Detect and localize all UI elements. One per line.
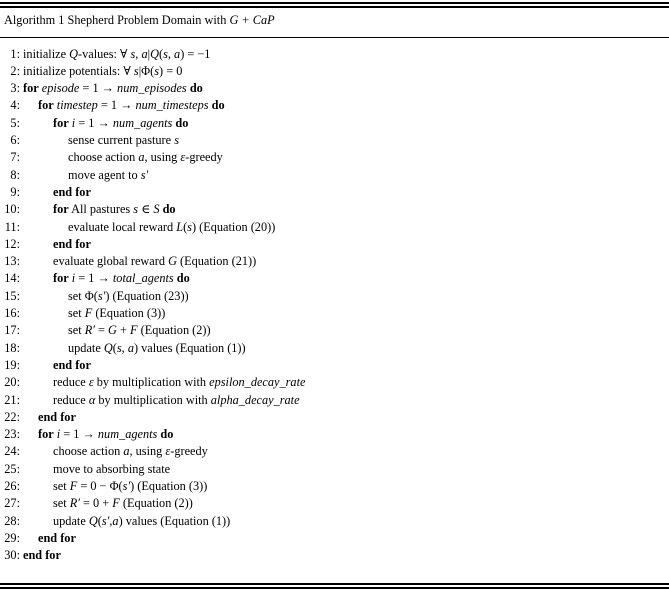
code-text: ) (Equation (23)) xyxy=(105,288,189,303)
bottom-rule-inner xyxy=(0,587,669,589)
code-text: (Equation (2)) xyxy=(137,323,211,338)
math-symbol: ε xyxy=(88,375,94,390)
line-code xyxy=(68,167,148,184)
math-symbol: a xyxy=(141,46,148,61)
code-text: evaluate local reward xyxy=(68,219,177,234)
line-number: 7 : xyxy=(0,149,20,166)
keyword: for xyxy=(53,202,69,217)
keyword: do xyxy=(176,271,190,286)
code-text: ) values (Equation (1)) xyxy=(133,340,246,355)
keyword: do xyxy=(175,115,189,130)
code-text: evaluate global reward xyxy=(53,254,169,269)
math-symbol: Q xyxy=(88,513,98,528)
line-code xyxy=(38,426,173,443)
math-symbol: a xyxy=(112,513,119,528)
code-text: update xyxy=(68,340,104,355)
line-number: 23 : xyxy=(0,426,20,443)
code-text: reduce xyxy=(53,375,89,390)
code-text: set xyxy=(53,496,70,511)
math-symbol: R′ xyxy=(84,323,95,338)
math-symbol: num_timesteps xyxy=(135,98,209,113)
keyword: do xyxy=(211,98,225,113)
math-symbol: S xyxy=(153,202,160,217)
line-number: 15 : xyxy=(0,288,20,305)
code-text: by multiplication with xyxy=(93,375,210,390)
bottom-rule xyxy=(0,583,669,585)
keyword: end for xyxy=(53,236,91,251)
math-symbol: a xyxy=(123,444,130,459)
math-symbol: episode xyxy=(41,81,80,96)
line-number: 28 : xyxy=(0,513,20,530)
code-text: ) = 0 xyxy=(159,63,183,78)
line-code xyxy=(68,149,223,166)
math-symbol: s′ xyxy=(97,288,106,303)
math-symbol: F xyxy=(112,496,120,511)
line-number: 11 : xyxy=(0,219,20,236)
line-number: 14 : xyxy=(0,270,20,287)
line-number: 19 : xyxy=(0,357,20,374)
math-symbol: ε xyxy=(165,444,171,459)
line-code xyxy=(38,409,76,426)
code-text: ( xyxy=(183,219,188,234)
keyword: do xyxy=(162,202,176,217)
code-text: move to absorbing state xyxy=(53,461,171,476)
line-code xyxy=(53,513,230,530)
math-symbol: s xyxy=(163,46,168,61)
math-symbol: s′ xyxy=(122,479,131,493)
code-text: initialize potentials: ∀ xyxy=(23,63,134,78)
code-text: ) (Equation (20)) xyxy=(191,219,276,234)
keyword: do xyxy=(160,427,174,442)
caption-rule xyxy=(0,37,669,38)
line-code xyxy=(38,530,76,547)
line-number: 5 : xyxy=(0,115,20,132)
math-symbol: F xyxy=(130,323,138,338)
code-text: ∈ xyxy=(138,202,154,217)
math-symbol: s′ xyxy=(101,513,110,528)
line-code xyxy=(53,236,91,253)
line-code xyxy=(53,270,190,287)
math-symbol: timestep xyxy=(56,98,98,113)
code-text: = xyxy=(94,323,109,338)
keyword: end for xyxy=(53,357,91,372)
code-text: set Φ( xyxy=(68,288,98,303)
code-text: |Φ( xyxy=(138,63,155,78)
line-code xyxy=(53,392,300,409)
math-symbol: G xyxy=(168,254,177,269)
line-code xyxy=(53,184,91,201)
line-number: 12 : xyxy=(0,236,20,253)
code-text: ( xyxy=(158,46,164,61)
math-symbol: num_episodes xyxy=(117,81,187,96)
math-symbol: a xyxy=(174,46,181,61)
line-code xyxy=(23,547,61,564)
keyword: end for xyxy=(38,530,76,545)
math-symbol: s′ xyxy=(140,167,149,182)
algorithm-label: Algorithm 1 xyxy=(4,13,65,27)
math-symbol: epsilon_decay_rate xyxy=(209,375,306,390)
line-code xyxy=(53,478,207,495)
keyword: end for xyxy=(53,184,91,199)
line-code xyxy=(38,97,225,114)
keyword: for xyxy=(53,271,69,286)
keyword: do xyxy=(189,81,203,96)
code-text: choose action xyxy=(68,150,139,165)
code-text: = 0 + xyxy=(79,496,113,511)
math-symbol: L xyxy=(176,219,184,234)
code-text: = 1 → xyxy=(75,271,113,286)
math-symbol: s xyxy=(174,133,179,147)
line-number: 26 : xyxy=(0,478,20,495)
code-text: move agent to xyxy=(68,167,141,182)
code-text: , xyxy=(135,46,142,61)
math-symbol: a xyxy=(138,150,145,165)
math-symbol: G xyxy=(108,323,117,338)
line-code xyxy=(53,201,176,218)
line-number: 8 : xyxy=(0,167,20,184)
math-symbol: Q xyxy=(69,46,78,61)
top-rule xyxy=(0,2,669,4)
line-code xyxy=(68,340,246,357)
math-symbol: num_agents xyxy=(97,427,158,442)
line-code xyxy=(68,305,165,322)
math-symbol: α xyxy=(88,392,96,407)
line-code xyxy=(53,357,91,374)
math-symbol: s xyxy=(133,63,139,78)
math-symbol: F xyxy=(84,306,93,320)
code-text: + xyxy=(116,323,131,338)
math-symbol: s xyxy=(154,63,160,78)
line-code xyxy=(68,322,211,339)
top-rule-inner xyxy=(0,6,669,8)
code-text: reduce xyxy=(53,392,89,407)
line-code xyxy=(53,115,188,132)
code-text: = 1 → xyxy=(75,115,113,130)
math-symbol: num_agents xyxy=(112,115,173,130)
code-text: , xyxy=(109,513,113,528)
line-number: 3 : xyxy=(0,80,20,97)
math-symbol: i xyxy=(71,271,76,286)
math-symbol: s xyxy=(133,202,139,217)
line-number: 25 : xyxy=(0,461,20,478)
code-text: ) (Equation (3)) xyxy=(130,479,208,493)
line-number: 10 : xyxy=(0,201,20,218)
keyword: for xyxy=(23,81,39,96)
keyword: for xyxy=(38,427,54,442)
algorithm-caption xyxy=(4,13,275,28)
line-number: 18 : xyxy=(0,340,20,357)
math-symbol: s xyxy=(130,46,136,61)
line-code xyxy=(68,288,189,305)
line-number: 29 : xyxy=(0,530,20,547)
code-text: , using xyxy=(129,444,166,459)
line-code xyxy=(68,219,275,236)
code-text: update xyxy=(53,513,89,528)
line-number: 24 : xyxy=(0,443,20,460)
math-symbol: alpha_decay_rate xyxy=(210,392,300,407)
code-text: , using xyxy=(144,150,181,165)
line-code xyxy=(53,443,208,460)
code-text: All pastures xyxy=(68,202,134,217)
line-code xyxy=(23,46,210,63)
code-text: set xyxy=(53,479,70,493)
code-text: ) = −1 xyxy=(180,46,211,61)
line-number: 6 : xyxy=(0,132,20,149)
math-symbol: s xyxy=(116,340,122,355)
code-text: = 1 → xyxy=(97,98,136,113)
line-number: 27 : xyxy=(0,495,20,512)
math-symbol: Q xyxy=(103,340,113,355)
math-symbol: i xyxy=(56,427,61,442)
math-symbol: a xyxy=(127,340,134,355)
code-text: , xyxy=(167,46,175,61)
math-symbol: F xyxy=(69,479,78,493)
keyword: for xyxy=(53,115,69,130)
line-code xyxy=(53,461,170,478)
code-text: sense current pasture xyxy=(68,133,175,147)
line-code xyxy=(53,374,305,391)
line-code xyxy=(53,253,256,270)
line-number: 30 : xyxy=(0,547,20,564)
code-text: set xyxy=(68,306,85,320)
line-code xyxy=(23,80,203,97)
math-symbol: R′ xyxy=(69,496,80,511)
code-text: | xyxy=(147,46,151,61)
code-text: = 0 − Φ( xyxy=(77,479,123,493)
code-text: (Equation (2)) xyxy=(119,496,193,511)
line-number: 9 : xyxy=(0,184,20,201)
code-text: set xyxy=(68,323,85,338)
math-symbol: Q xyxy=(150,46,159,61)
code-text: -greedy xyxy=(170,444,208,459)
keyword: end for xyxy=(38,409,76,424)
line-number: 4 : xyxy=(0,97,20,114)
code-text: = 1 → xyxy=(60,427,98,442)
line-number: 16 : xyxy=(0,305,20,322)
code-text: , xyxy=(121,340,128,355)
code-text: -greedy xyxy=(185,150,223,165)
line-number: 22 : xyxy=(0,409,20,426)
line-number: 1 : xyxy=(0,46,20,63)
line-code xyxy=(53,495,193,512)
code-text: ( xyxy=(97,513,102,528)
math-symbol: i xyxy=(71,115,76,130)
algorithm-title-math: G + CaP xyxy=(229,13,275,27)
code-text: (Equation (21)) xyxy=(176,254,257,269)
line-number: 13 : xyxy=(0,253,20,270)
line-code xyxy=(68,132,179,149)
code-text: ( xyxy=(112,340,117,355)
math-symbol: s xyxy=(187,219,192,234)
keyword: end for xyxy=(23,548,61,563)
line-number: 20 : xyxy=(0,374,20,391)
code-text: -values: ∀ xyxy=(78,46,131,61)
line-number: 21 : xyxy=(0,392,20,409)
keyword: for xyxy=(38,98,54,113)
algorithm-title: Shepherd Problem Domain with xyxy=(67,13,230,27)
code-text: initialize xyxy=(23,46,70,61)
math-symbol: ε xyxy=(180,150,186,165)
code-text: choose action xyxy=(53,444,124,459)
code-text: (Equation (3)) xyxy=(92,306,166,320)
math-symbol: total_agents xyxy=(112,271,174,286)
code-text: ) values (Equation (1)) xyxy=(118,513,231,528)
line-number: 17 : xyxy=(0,322,20,339)
code-text: = 1 → xyxy=(79,81,118,96)
line-number: 2 : xyxy=(0,63,20,80)
code-text: by multiplication with xyxy=(95,392,211,407)
line-code xyxy=(23,63,182,80)
